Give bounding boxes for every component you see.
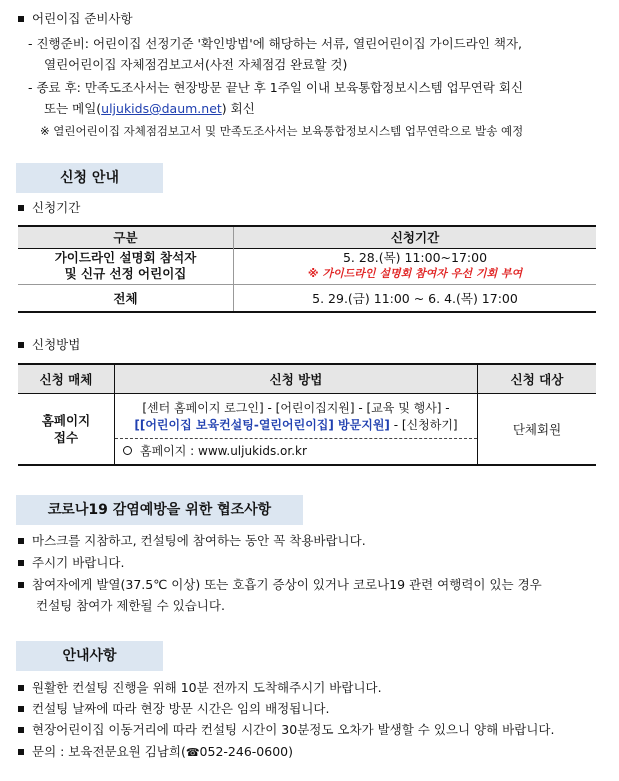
prep-item-2: - 종료 후: 만족도조사서는 현장방문 끝난 후 1주일 이내 보육통합정보시스템 업무연락 회신: [28, 80, 524, 95]
square-bullet-icon: [18, 342, 24, 348]
method-header-method: 신청 방법: [115, 364, 478, 393]
covid-item-3: 참여자에게 발열(37.5℃ 이상) 또는 호흡기 증상이 있거나 코로나19 관련 여행력이 있는 경우: [18, 576, 542, 594]
visit-support-path: [[어린이집 보육컨설팅-열린어린이집] 방문지원]: [134, 417, 390, 432]
square-bullet-icon: [18, 538, 24, 544]
covid-item-1: 마스크를 지참하고, 컨설팅에 참여하는 동안 꼭 착용바랍니다.: [18, 532, 366, 550]
period-label: 신청기간: [18, 199, 80, 217]
prep-item-1-cont: 열린어린이집 자체점검보고서(사전 자체점검 완료할 것): [44, 57, 348, 72]
method-label: 신청방법: [18, 336, 80, 354]
circle-bullet-icon: [123, 446, 132, 455]
prep-title: 어린이집 준비사항: [18, 10, 133, 28]
period-row1-value: 5. 28.(목) 11:00~17:00 ※ 가이드라인 설명회 참여자 우선 기회 부여: [234, 248, 597, 284]
covid-heading: 코로나19 감염예방을 위한 협조사항: [16, 495, 303, 525]
apply-heading: 신청 안내: [16, 163, 163, 193]
square-bullet-icon: [18, 749, 24, 755]
notice-item-1: 원활한 컨설팅 진행을 위해 10분 전까지 도착해주시기 바랍니다.: [18, 679, 382, 697]
notice-heading: 안내사항: [16, 641, 163, 671]
method-table: [18, 363, 596, 466]
method-detail: [센터 홈페이지 로그인] - [어린이집지원] - [교육 및 행사] - [[어린이집 보육컨설팅-열린어린이집] 방문지원] - [신청하기] 홈페이지 : www.uljukids.or.kr: [115, 393, 478, 465]
contact-phone[interactable]: 052-246-0600): [199, 744, 293, 759]
period-table: [18, 225, 596, 313]
period-header-category: 구분: [18, 226, 234, 248]
square-bullet-icon: [18, 706, 24, 712]
homepage-url[interactable]: 홈페이지 : www.uljukids.or.kr: [140, 443, 307, 458]
phone-icon: ☎: [185, 746, 200, 759]
method-target: 단체회원: [512, 421, 562, 437]
prep-note: ※ 열린어린이집 자체점검보고서 및 만족도조사서는 보육통합정보시스템 업무연락으로 발송 예정: [40, 124, 524, 138]
notice-item-2: 컨설팅 날짜에 따라 현장 방문 시간은 임의 배정됩니다.: [18, 700, 329, 718]
notice-item-3: 현장어린이집 이동거리에 따라 컨설팅 시간이 30분정도 오차가 발생할 수 있으니 양해 바랍니다.: [18, 721, 554, 739]
prep-item-1: - 진행준비: 어린이집 선정기준 '확인방법'에 해당하는 서류, 열린어린이집 가이드라인 책자,: [28, 36, 523, 51]
square-bullet-icon: [18, 16, 24, 22]
square-bullet-icon: [18, 582, 24, 588]
period-row1-label: 가이드라인 설명회 참석자 및 신규 선정 어린이집: [18, 248, 234, 284]
prep-item-2-cont: 또는 메일(uljukids@daum.net) 회신: [44, 101, 255, 116]
square-bullet-icon: [18, 560, 24, 566]
square-bullet-icon: [18, 205, 24, 211]
period-header-period: 신청기간: [390, 230, 440, 246]
method-header-target: 신청 대상: [510, 371, 564, 387]
period-row2-value: 5. 29.(금) 11:00 ~ 6. 4.(목) 17:00: [312, 290, 518, 306]
email-link[interactable]: uljukids@daum.net: [101, 101, 222, 116]
priority-note: ※ 가이드라인 설명회 참여자 우선 기회 부여: [307, 267, 523, 280]
notice-item-4: 문의 : 보육전문요원 김남희(☎052-246-0600): [18, 743, 293, 762]
method-media: 홈페이지 접수: [18, 393, 115, 465]
square-bullet-icon: [18, 685, 24, 691]
square-bullet-icon: [18, 727, 24, 733]
method-header-media: 신청 매체: [18, 364, 115, 393]
covid-item-2: 주시기 바랍니다.: [18, 554, 124, 572]
period-row2-label: 전체: [18, 284, 234, 312]
covid-item-3-cont: 컨설팅 참여가 제한될 수 있습니다.: [36, 598, 225, 613]
